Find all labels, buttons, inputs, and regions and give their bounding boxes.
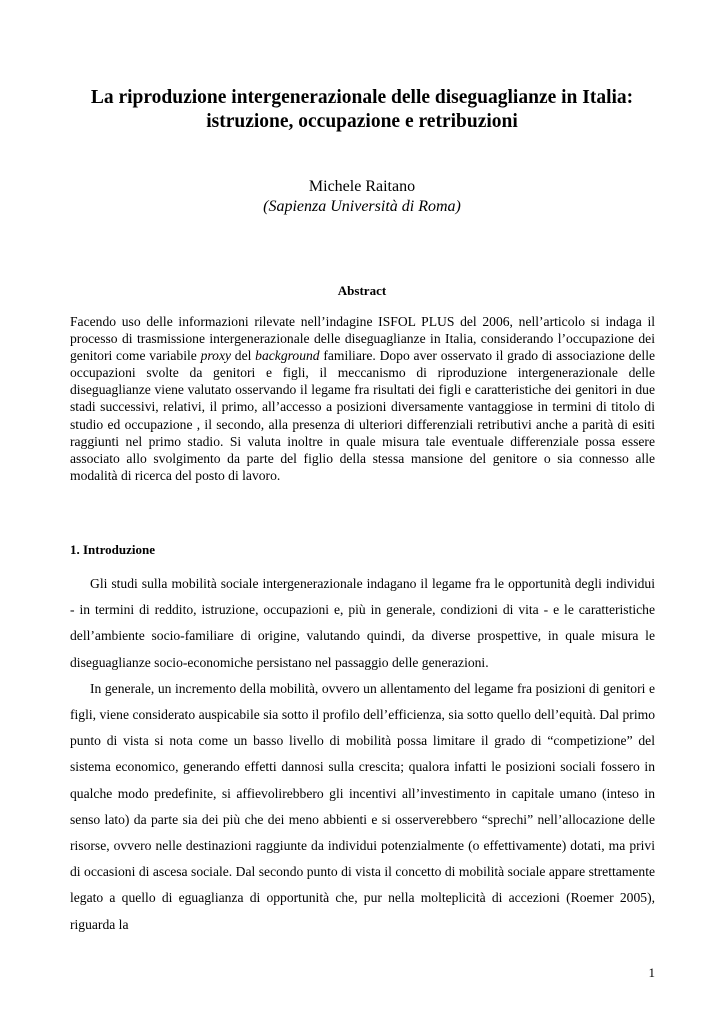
body-paragraph: Gli studi sulla mobilità sociale intergenerazionale indagano il legame fra le opportunità degli individui - in termini di reddito, istruzione, occupazioni e, più in generale, condizioni di vita - e le caratteristiche dell’ambiente socio-familiare di origine, valutando quindi, da diverse prospettive, in quale misura le diseguaglianze socio-economiche persistano nel passaggio delle generazioni. xyxy=(70,576,655,670)
abstract-body xyxy=(70,313,655,484)
abstract-text-part-1: Facendo uso delle informazioni rilevate nell’indagine ISFOL PLUS del 2006, nell’articolo si indaga il processo di trasmissione intergenerazionale delle diseguaglianze in Italia, considerando l’occupazione dei genitori come variabile xyxy=(70,314,655,364)
paper-title xyxy=(60,86,664,134)
section-body xyxy=(70,571,655,938)
abstract-text-part-3: familiare. Dopo aver osservato il grado di associazione delle occupazioni svolte da genitori e figli, il meccanismo di riproduzione intergenerazionale delle diseguaglianze viene valutato osservando il legame fra risultati dei figli e caratteristiche dei genitori in due stadi successivi, relativi, il primo, all’accesso a posizioni diversamente vantaggiose in termini di titolo di studio ed occupazione , il secondo, alla presenza di ulteriori differenziali retributivi anche a parità di esiti raggiunti nel primo stadio. Si valuta inoltre in quale misura tale eventuale differenziale possa essere associato allo svolgimento da parte del figlio della stessa mansione del genitore o sia connesso alle modalità di ricerca del posto di lavoro. xyxy=(70,348,656,483)
abstract-heading: Abstract xyxy=(337,283,387,298)
paper-title-line-1: La riproduzione intergenerazionale delle diseguaglianze in Italia: xyxy=(90,87,634,108)
abstract-italic-proxy: proxy xyxy=(200,348,232,364)
author-affiliation: (Sapienza Università di Roma) xyxy=(263,198,461,215)
section-heading: 1. Introduzione xyxy=(70,542,155,557)
page-number: 1 xyxy=(648,965,655,980)
paper-title-line-2: istruzione, occupazione e retribuzioni xyxy=(206,111,518,132)
abstract-text-part-2: del xyxy=(231,348,256,364)
body-paragraph: In generale, un incremento della mobilità, ovvero un allentamento del legame fra posizioni di genitori e figli, viene considerato auspicabile sia sotto il profilo dell’efficienza, sia sotto quello dell’equità. Dal primo punto di vista si nota come un basso livello di mobilità possa limitare il grado di “competizione” del sistema economico, generando effetti dannosi sulla crescita; qualora infatti le posizioni sociali fossero in qualche modo predefinite, si affievolirebbero gli incentivi all’investimento in capitale umano (inteso in senso lato) da parte sia dei più che dei meno abbienti e si osserverebbero “sprechi” nell’allocazione delle risorse, ovvero nelle destinazioni raggiunte da individui potenzialmente (o effettivamente) dotati, ma privi di occasioni di ascesa sociale. Dal secondo punto di vista il concetto di mobilità sociale appare strettamente legato a quello di eguaglianza di opportunità che, pur nella molteplicità di accezioni (Roemer 2005), riguarda la xyxy=(70,680,655,932)
author-name: Michele Raitano xyxy=(308,178,416,195)
abstract-italic-background: background xyxy=(255,348,320,364)
